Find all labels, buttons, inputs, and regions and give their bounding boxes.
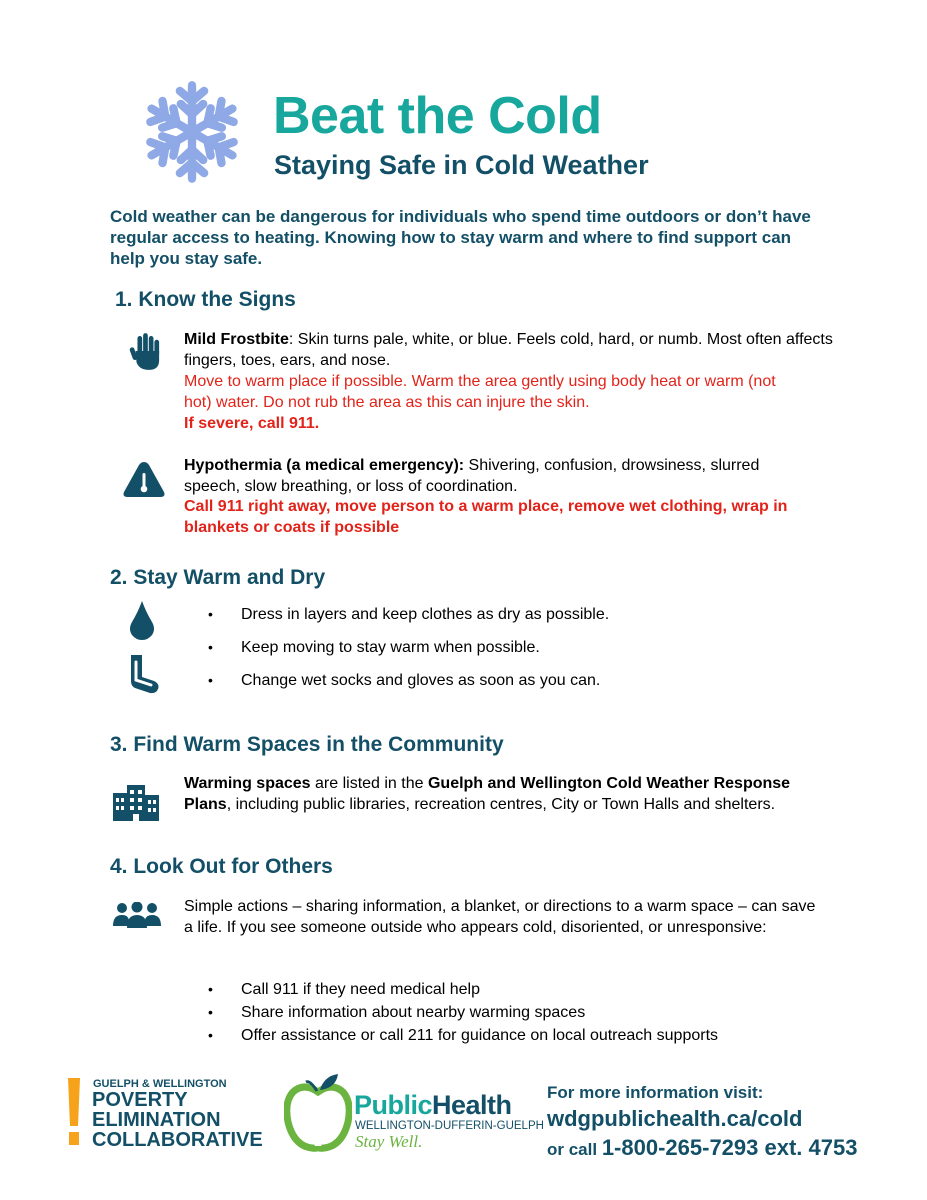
list-item: • Offer assistance or call 211 for guidance on local outreach supports bbox=[186, 1024, 826, 1047]
building-icon bbox=[113, 783, 159, 821]
others-bullets bbox=[186, 978, 826, 1047]
public-word: Public bbox=[354, 1090, 433, 1120]
apple-logo-icon bbox=[284, 1074, 352, 1152]
sock-icon bbox=[127, 653, 161, 695]
list-item: • Call 911 if they need medical help bbox=[186, 978, 826, 1001]
snowflake-icon bbox=[136, 76, 248, 188]
water-drop-icon bbox=[128, 600, 156, 640]
public-health-tagline: Stay Well. bbox=[355, 1132, 423, 1151]
hypothermia-text: Shivering, confusion, drowsiness, slurred speech, slow breathing, or loss of coordination. bbox=[184, 457, 760, 495]
phone-line bbox=[547, 1135, 857, 1161]
public-health-region: WELLINGTON-DUFFERIN-GUELPH bbox=[355, 1120, 544, 1132]
pec-logo-line2: POVERTY bbox=[92, 1089, 188, 1111]
list-item: • Change wet socks and gloves as soon as you can. bbox=[186, 672, 786, 690]
health-word: Health bbox=[432, 1090, 512, 1120]
people-group-icon bbox=[113, 902, 161, 928]
page-subtitle: Staying Safe in Cold Weather bbox=[274, 150, 649, 180]
frostbite-text: : Skin turns pale, white, or blue. Feels cold, hard, or numb. Most often affects fingers, toes, ears, and nose. bbox=[184, 331, 833, 369]
warning-thermometer-icon bbox=[122, 460, 166, 498]
info-url-link[interactable]: wdgpublichealth.ca/cold bbox=[547, 1106, 803, 1131]
exclamation-logo-icon bbox=[66, 1078, 82, 1148]
hypothermia-action: Call 911 right away, move person to a warm place, remove wet clothing, wrap in blankets or coats if possible bbox=[184, 498, 788, 536]
section-heading-others: 4. Look Out for Others bbox=[110, 855, 333, 878]
list-item: • Keep moving to stay warm when possible. bbox=[186, 639, 786, 657]
pec-logo-line1: GUELPH & WELLINGTON bbox=[93, 1078, 227, 1090]
warm-bullets bbox=[186, 606, 786, 690]
warming-spaces-locations: , including public libraries, recreation centres, City or Town Halls and shelters. bbox=[226, 796, 776, 813]
frostbite-action: Move to warm place if possible. Warm the area gently using body heat or warm (not hot) water. Do not rub the area as this can injure the skin. bbox=[184, 373, 776, 411]
call-prefix: or call bbox=[547, 1140, 602, 1159]
info-label: For more information visit: bbox=[547, 1083, 764, 1102]
response-plans-label: Guelph and Wellington Cold Weather Response Plans bbox=[184, 775, 791, 813]
section-heading-warm: 2. Stay Warm and Dry bbox=[110, 566, 326, 589]
hypothermia-label: Hypothermia (a medical emergency): bbox=[184, 457, 465, 474]
pec-logo-line4: COLLABORATIVE bbox=[92, 1129, 263, 1151]
phone-number[interactable]: 1-800-265-7293 ext. 4753 bbox=[601, 1135, 858, 1160]
look-out-text: Simple actions – sharing information, a blanket, or directions to a warm space – can save a life. If you see someone outside who appears cold, disoriented, or unresponsive: bbox=[184, 898, 816, 936]
hand-icon bbox=[128, 331, 162, 373]
contact-info bbox=[547, 1083, 857, 1161]
warming-spaces-text bbox=[184, 773, 814, 815]
page-title: Beat the Cold bbox=[273, 87, 602, 145]
frostbite-severe: If severe, call 911. bbox=[184, 415, 320, 432]
frostbite-label: Mild Frostbite bbox=[184, 331, 289, 348]
list-item: • Share information about nearby warming spaces bbox=[186, 1001, 826, 1024]
frostbite-description bbox=[184, 329, 834, 371]
warming-spaces-connector: are listed in the bbox=[310, 775, 428, 792]
intro-paragraph: Cold weather can be dangerous for individuals who spend time outdoors or don’t have regular access to heating. Knowing how to stay warm and where to find support can help you stay safe. bbox=[110, 207, 811, 268]
warming-spaces-label: Warming spaces bbox=[184, 775, 311, 792]
public-health-wordmark bbox=[354, 1090, 512, 1121]
hypothermia-description bbox=[184, 455, 804, 497]
pec-logo-text bbox=[92, 1090, 263, 1150]
section-heading-spaces: 3. Find Warm Spaces in the Community bbox=[110, 733, 504, 756]
pec-logo-line3: ELIMINATION bbox=[92, 1109, 221, 1131]
section-heading-signs: 1. Know the Signs bbox=[115, 288, 296, 311]
list-item: • Dress in layers and keep clothes as dry as possible. bbox=[186, 606, 786, 624]
